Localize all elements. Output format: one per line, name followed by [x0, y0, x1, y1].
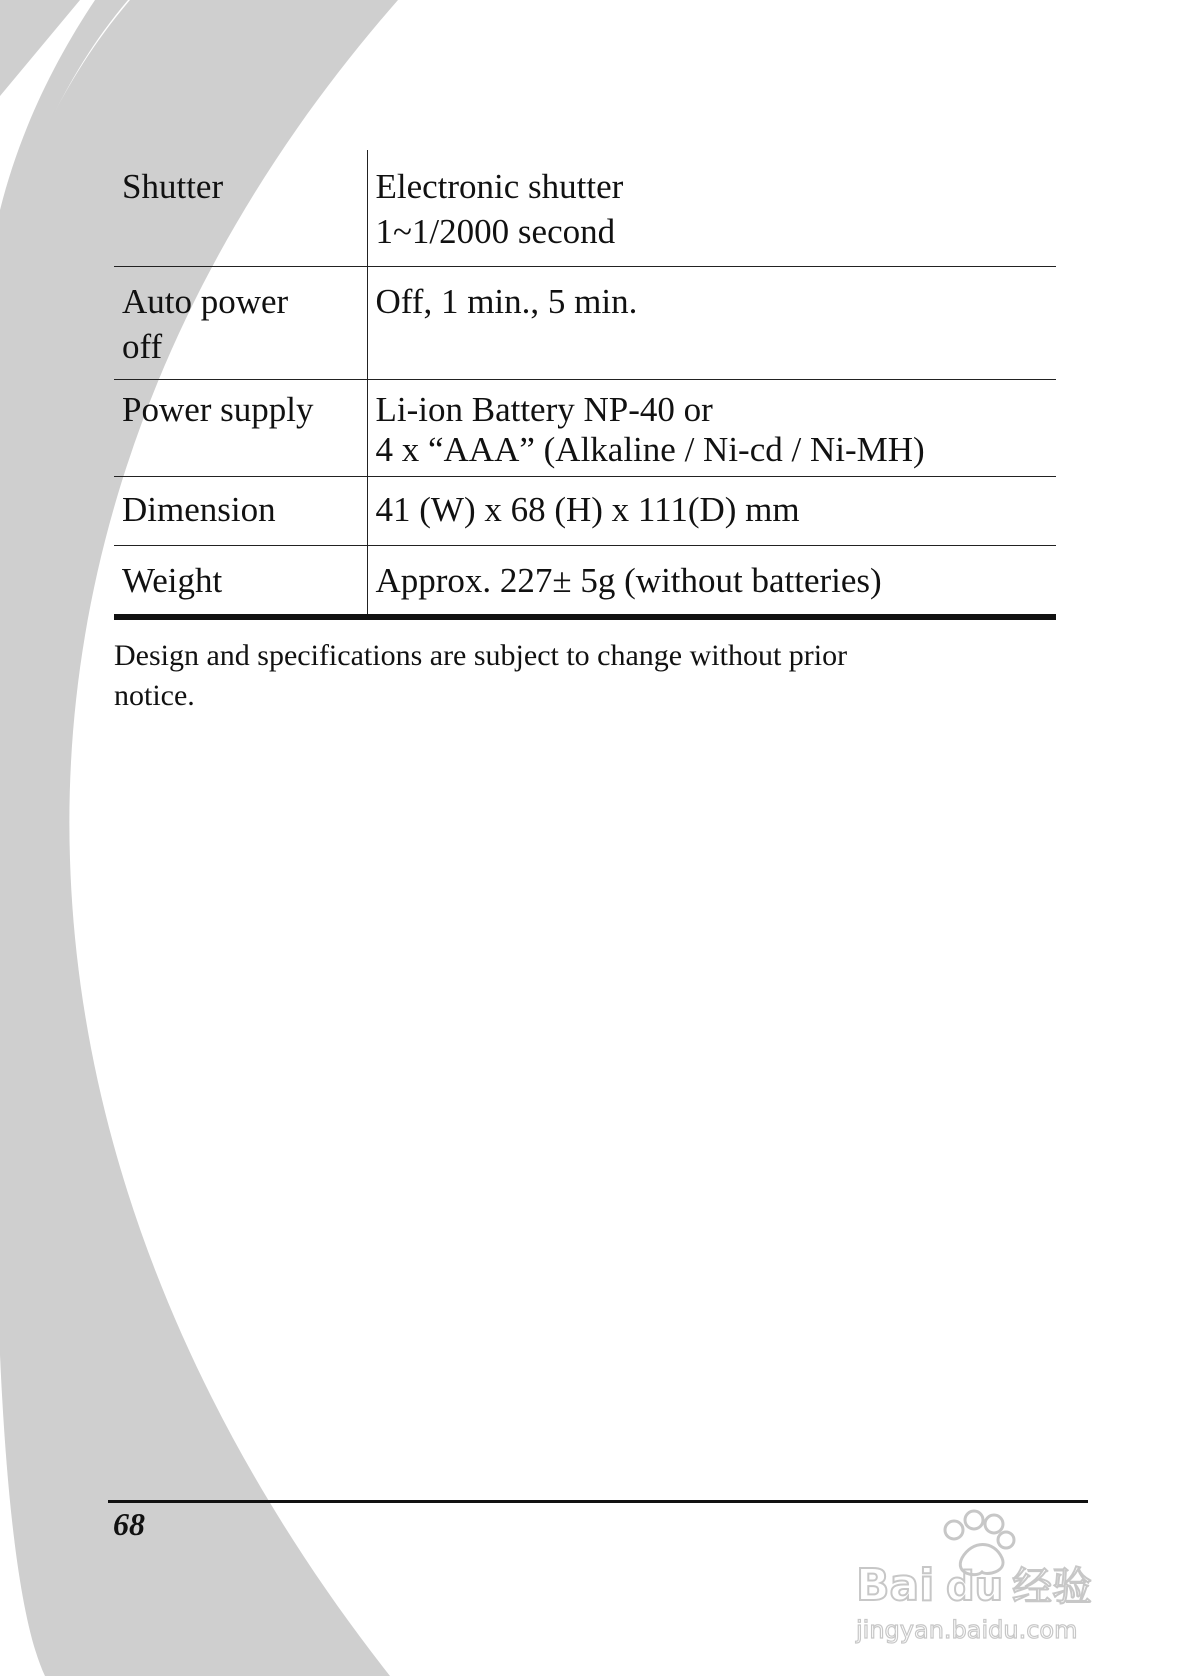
spec-value-line: Off, 1 min., 5 min. [375, 281, 638, 321]
spec-value [367, 545, 1056, 617]
specifications-table [114, 150, 1056, 620]
svg-text:du: du [946, 1564, 1004, 1610]
svg-text:经验: 经验 [1012, 1564, 1092, 1610]
spec-row-dimension [114, 476, 1056, 545]
spec-value-line: Li-ion Battery NP-40 or [375, 389, 713, 429]
spec-label [114, 545, 367, 617]
spec-value-line: 4 x “AAA” (Alkaline / Ni-cd / Ni-MH) [375, 429, 925, 469]
spec-label [114, 379, 367, 476]
spec-value-line: 1~1/2000 second [375, 212, 616, 251]
spec-value [367, 379, 1056, 476]
spec-label [114, 476, 367, 545]
spec-label-line: off [122, 326, 163, 366]
spec-label [114, 150, 367, 266]
page-number: 68 [113, 1506, 145, 1542]
spec-value [367, 476, 1056, 545]
spec-value-line: Electronic shutter [375, 167, 624, 206]
spec-row-power-supply [114, 379, 1056, 476]
notice-line: Design and specifications are subject to change without prior [114, 639, 848, 672]
notice-line: notice. [114, 679, 195, 712]
spec-label-line: Shutter [122, 167, 224, 206]
spec-row-weight [114, 545, 1056, 617]
spec-label-line: Power supply [122, 389, 314, 429]
spec-row-auto-power-off [114, 266, 1056, 379]
spec-label-line: Auto power [122, 281, 289, 321]
spec-value [367, 150, 1056, 266]
specifications-notice [114, 636, 1014, 716]
spec-label-line: Weight [122, 560, 223, 600]
spec-label [114, 266, 367, 379]
spec-row-shutter [114, 150, 1056, 266]
spec-label-line: Dimension [122, 489, 276, 529]
spec-value [367, 266, 1056, 379]
svg-text:jingyan.baidu.com: jingyan.baidu.com [856, 1616, 1078, 1644]
baidu-jingyan-watermark-logo [836, 1500, 1136, 1650]
svg-text:Bai: Bai [856, 1560, 935, 1611]
spec-value-line: 41 (W) x 68 (H) x 111(D) mm [375, 489, 800, 529]
spec-value-line: Approx. 227± 5g (without batteries) [375, 560, 882, 600]
